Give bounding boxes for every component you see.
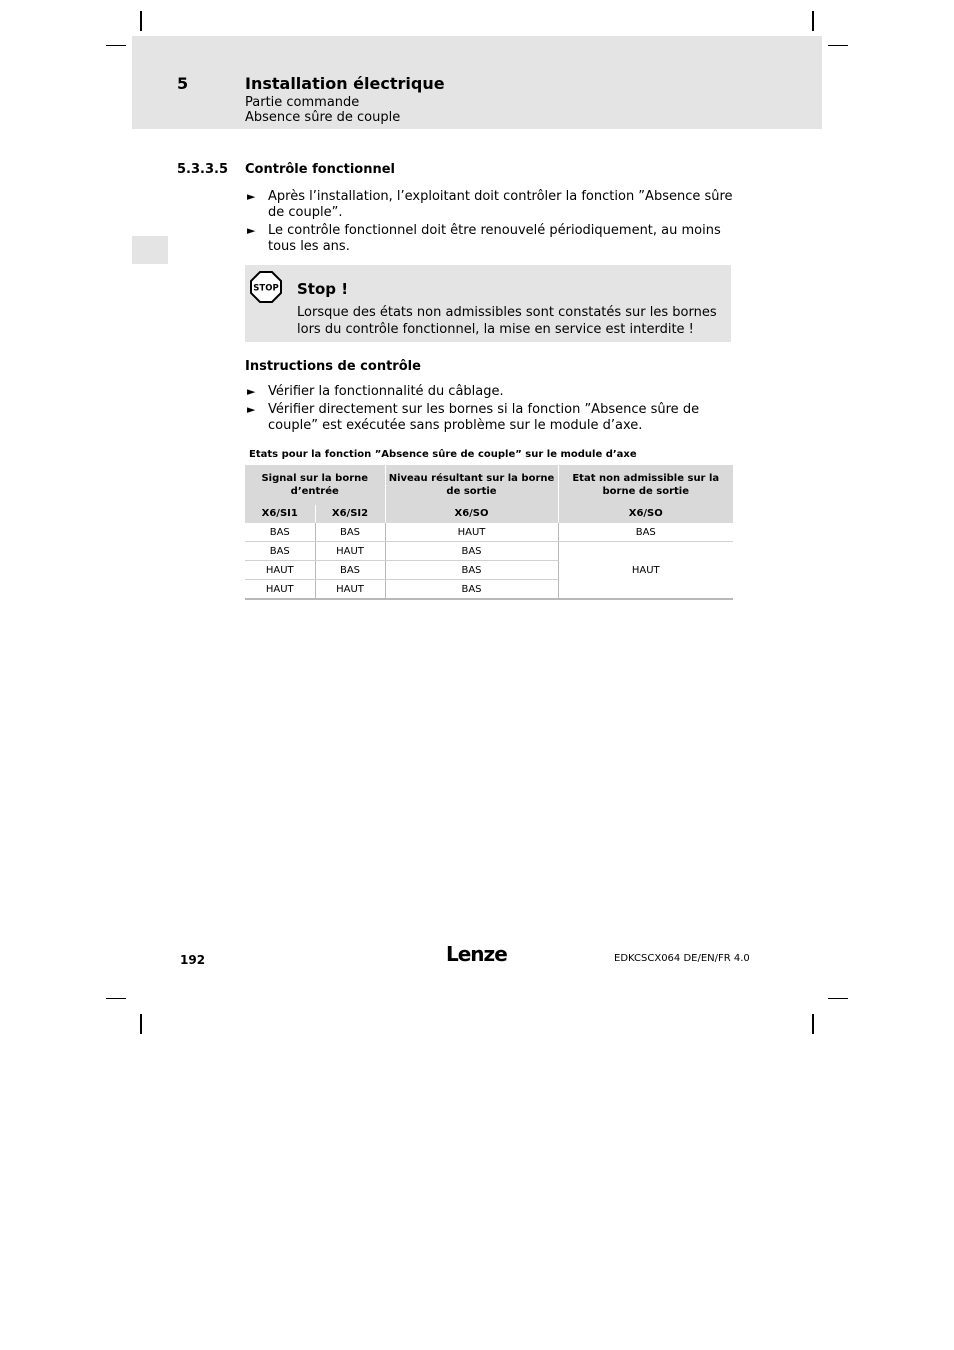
crop-mark [140,11,142,31]
table-cell: HAUT [315,542,385,561]
table-subheader: X6/SO [385,505,558,523]
chapter-tab [132,236,168,264]
crop-mark [106,998,126,999]
table-cell: BAS [315,561,385,580]
instructions-title: Instructions de contrôle [245,359,421,374]
table-subheader: X6/SI1 [245,505,315,523]
table-header: Niveau résultant sur la borne de sortie [385,465,558,505]
table-subheader: X6/SI2 [315,505,385,523]
table-caption: Etats pour la fonction ”Absence sûre de couple” sur le module d’axe [249,449,637,460]
table-subheader: X6/SO [558,505,733,523]
stop-text: Lorsque des états non admissibles sont constatés sur les bornes lors du contrôle fonctionnel, la mise en service est interdite ! [297,305,717,337]
page-number: 192 [180,953,206,967]
table-cell: BAS [245,523,315,542]
lenze-logo: Lenze [446,942,507,966]
section-bullet-list [245,189,735,257]
stop-sign-icon [250,271,282,303]
crop-mark [812,1014,814,1034]
svg-text:STOP: STOP [253,283,279,294]
table-row [245,542,733,561]
states-table [245,465,733,600]
chapter-number: 5 [177,74,189,93]
table-cell: HAUT [315,580,385,600]
crop-mark [106,45,126,46]
table-cell: BAS [385,561,558,580]
table-cell: BAS [558,523,733,542]
list-item: ► Vérifier directement sur les bornes si la fonction ”Absence sûre de couple” est exécutée sans problème sur le module d’axe. [247,402,700,433]
chapter-title: Installation électrique [245,74,445,93]
table-cell: HAUT [245,561,315,580]
bullet-arrow-icon: ► [247,403,256,416]
instructions-bullet-list [245,384,735,436]
list-item: ► Après l’installation, l’exploitant doit contrôler la fonction ”Absence sûre de couple”. [247,189,733,220]
chapter-subtitle: Partie commande [245,95,360,110]
crop-mark [812,11,814,31]
table-cell-merged: HAUT [558,542,733,600]
table-cell: BAS [385,580,558,600]
header-band [132,36,822,129]
table-cell: HAUT [245,580,315,600]
section-title: Contrôle fonctionnel [245,162,396,177]
crop-mark [140,1014,142,1034]
table-cell: BAS [315,523,385,542]
table-header: Etat non admissible sur la borne de sortie [558,465,733,505]
table-cell: HAUT [385,523,558,542]
crop-mark [828,998,848,999]
bullet-arrow-icon: ► [247,190,256,203]
section-number: 5.3.3.5 [177,162,228,177]
document-reference: EDKCSCX064 DE/EN/FR 4.0 [614,953,750,964]
table-row [245,523,733,542]
stop-notice [245,265,731,342]
table-header: Signal sur la borne d’entrée [245,465,385,505]
bullet-arrow-icon: ► [247,224,256,237]
table-cell: BAS [245,542,315,561]
chapter-subtitle: Absence sûre de couple [245,110,401,125]
list-item: ► Vérifier la fonctionnalité du câblage. [247,384,504,399]
list-item: ► Le contrôle fonctionnel doit être renouvelé périodiquement, au moins tous les ans. [247,223,721,254]
table-cell: BAS [385,542,558,561]
bullet-arrow-icon: ► [247,385,256,398]
crop-mark [828,45,848,46]
stop-title: Stop ! [297,280,349,298]
